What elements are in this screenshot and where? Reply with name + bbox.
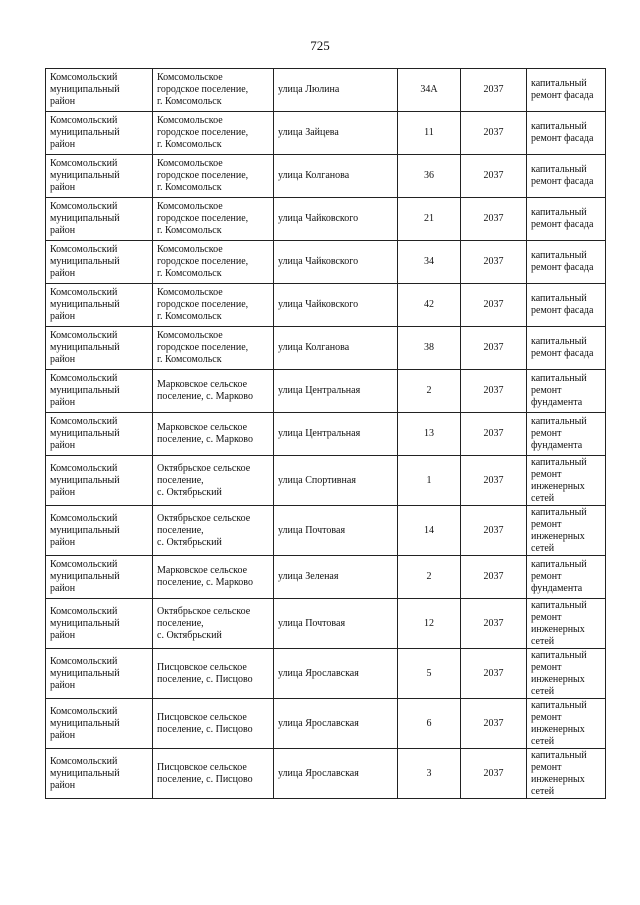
street-text: улица Зеленая [278,571,339,582]
year-cell [461,506,527,556]
street-cell [274,413,398,456]
work-type-cell [527,327,606,370]
district-text: Комсомольский муниципальный район [50,512,120,548]
work-type-cell [527,699,606,749]
table-row [46,556,606,599]
table-row [46,155,606,198]
district-text: Комсомольский муниципальный район [50,72,120,107]
house-number-cell [398,413,461,456]
table-row [46,241,606,284]
house-number-cell [398,112,461,155]
year-text: 2037 [483,524,504,536]
work-type-cell [527,198,606,241]
street-text: улица Колганова [278,342,350,353]
district-text: Комсомольский муниципальный район [50,330,120,365]
street-cell [274,749,398,799]
work-type-text: капитальный ремонт фасада [531,336,594,359]
work-type-cell [527,456,606,506]
district-text: Комсомольский муниципальный район [50,655,120,691]
settlement-text: Комсомольское городское поселение, г. Комсомольск [157,201,249,236]
district-cell [46,198,153,241]
year-cell [461,556,527,599]
year-text: 2037 [483,767,504,779]
settlement-text: Писцовское сельское поселение, с. Писцово [157,761,253,785]
district-cell [46,699,153,749]
street-text: улица Чайковского [278,299,359,310]
settlement-cell [153,112,274,155]
street-cell [274,284,398,327]
district-cell [46,506,153,556]
house-number-cell [398,370,461,413]
street-text: улица Чайковского [278,213,359,224]
street-cell [274,370,398,413]
house-number-cell [398,69,461,112]
district-cell [46,241,153,284]
district-cell [46,456,153,506]
street-text: улица Центральная [278,385,361,396]
settlement-text: Комсомольское городское поселение, г. Комсомольск [157,287,249,322]
settlement-text: Марковское сельское поселение, с. Марково [157,565,253,588]
house-number-cell [398,155,461,198]
year-text: 2037 [483,256,504,267]
street-cell [274,112,398,155]
district-cell [46,599,153,649]
year-text: 2037 [483,667,504,679]
year-cell [461,284,527,327]
district-text: Комсомольский муниципальный район [50,705,120,741]
street-text: улица Спортивная [278,474,356,486]
settlement-text: Октябрьское сельское поселение, с. Октябрьский [157,605,251,641]
year-text: 2037 [483,385,504,396]
district-text: Комсомольский муниципальный район [50,373,120,408]
settlement-cell [153,749,274,799]
work-type-text: капитальный ремонт фундамента [531,373,587,408]
street-text: улица Чайковского [278,256,359,267]
house-number-cell [398,327,461,370]
settlement-cell [153,413,274,456]
year-text: 2037 [483,342,504,353]
district-cell [46,556,153,599]
settlement-cell [153,699,274,749]
work-type-cell [527,241,606,284]
street-text: улица Ярославская [278,767,359,779]
district-text: Комсомольский муниципальный район [50,605,120,641]
work-type-text: капитальный ремонт инженерных сетей [531,456,587,504]
year-cell [461,370,527,413]
street-cell [274,327,398,370]
settlement-text: Комсомольское городское поселение, г. Комсомольск [157,72,249,107]
street-text: улица Почтовая [278,617,346,629]
work-type-cell [527,69,606,112]
house-number-cell [398,241,461,284]
street-cell [274,241,398,284]
work-type-text: капитальный ремонт инженерных сетей [531,749,587,797]
settlement-cell [153,284,274,327]
house-number-text: 2 [426,571,432,582]
settlement-cell [153,649,274,699]
settlement-text: Комсомольское городское поселение, г. Комсомольск [157,115,249,150]
district-cell [46,112,153,155]
work-type-cell [527,506,606,556]
house-number-cell [398,556,461,599]
street-text: улица Ярославская [278,667,359,679]
settlement-cell [153,456,274,506]
district-cell [46,155,153,198]
house-number-text: 21 [424,213,434,224]
work-type-cell [527,370,606,413]
year-text: 2037 [483,299,504,310]
year-text: 2037 [483,617,504,629]
street-text: улица Зайцева [278,127,339,138]
street-cell [274,649,398,699]
table-row [46,284,606,327]
house-number-text: 5 [426,667,432,679]
year-text: 2037 [483,84,504,95]
house-number-cell [398,649,461,699]
settlement-cell [153,599,274,649]
table-row [46,649,606,699]
district-text: Комсомольский муниципальный район [50,287,120,322]
district-text: Комсомольский муниципальный район [50,462,120,498]
house-number-text: 11 [424,127,434,138]
table-row [46,456,606,506]
district-text: Комсомольский муниципальный район [50,755,120,791]
work-type-cell [527,599,606,649]
settlement-cell [153,327,274,370]
settlement-cell [153,556,274,599]
house-number-text: 12 [424,617,434,629]
year-text: 2037 [483,474,504,486]
district-text: Комсомольский муниципальный район [50,115,120,150]
table-row [46,112,606,155]
district-cell [46,649,153,699]
settlement-cell [153,155,274,198]
street-cell [274,69,398,112]
street-text: улица Колганова [278,170,350,181]
year-cell [461,198,527,241]
work-type-cell [527,112,606,155]
district-text: Комсомольский муниципальный район [50,158,120,193]
settlement-text: Марковское сельское поселение, с. Марково [157,422,253,445]
street-text: улица Люлина [278,84,340,95]
house-number-text: 36 [424,170,434,181]
house-number-text: 1 [426,474,432,486]
settlement-text: Октябрьское сельское поселение, с. Октябрьский [157,512,251,548]
year-text: 2037 [483,717,504,729]
year-cell [461,749,527,799]
house-number-cell [398,506,461,556]
settlement-text: Марковское сельское поселение, с. Марково [157,379,253,402]
street-cell [274,599,398,649]
work-type-text: капитальный ремонт фасада [531,293,594,316]
table-row [46,69,606,112]
work-type-cell [527,749,606,799]
work-type-text: капитальный ремонт фасада [531,121,594,144]
work-type-cell [527,413,606,456]
house-number-cell [398,699,461,749]
house-number-text: 13 [424,428,434,439]
settlement-text: Писцовское сельское поселение, с. Писцово [157,711,253,735]
work-type-cell [527,155,606,198]
page-number: 725 [310,38,330,53]
work-type-text: капитальный ремонт инженерных сетей [531,649,587,697]
year-cell [461,699,527,749]
street-cell [274,699,398,749]
year-cell [461,413,527,456]
district-text: Комсомольский муниципальный район [50,201,120,236]
house-number-text: 3 [426,767,432,779]
year-cell [461,649,527,699]
street-text: улица Ярославская [278,717,359,729]
district-text: Комсомольский муниципальный район [50,416,120,451]
street-cell [274,456,398,506]
house-number-text: 34 [424,256,434,267]
year-cell [461,155,527,198]
district-cell [46,370,153,413]
settlement-cell [153,506,274,556]
work-type-text: капитальный ремонт фундамента [531,559,587,594]
table-row [46,198,606,241]
house-number-cell [398,599,461,649]
settlement-cell [153,241,274,284]
district-cell [46,413,153,456]
repair-schedule-table [45,68,606,799]
house-number-text: 14 [424,524,434,536]
year-cell [461,599,527,649]
settlement-cell [153,370,274,413]
year-text: 2037 [483,571,504,582]
house-number-text: 6 [426,717,432,729]
year-cell [461,241,527,284]
street-text: улица Центральная [278,428,361,439]
house-number-text: 38 [424,342,434,353]
work-type-text: капитальный ремонт инженерных сетей [531,699,587,747]
year-cell [461,456,527,506]
house-number-text: 34А [420,84,438,95]
work-type-cell [527,649,606,699]
work-type-cell [527,556,606,599]
work-type-text: капитальный ремонт фасада [531,207,594,230]
work-type-text: капитальный ремонт инженерных сетей [531,506,587,554]
house-number-text: 42 [424,299,434,310]
work-type-text: капитальный ремонт фасада [531,164,594,187]
table-row [46,699,606,749]
year-text: 2037 [483,170,504,181]
work-type-text: капитальный ремонт фундамента [531,416,587,451]
work-type-text: капитальный ремонт фасада [531,78,594,101]
house-number-text: 2 [426,385,432,396]
year-text: 2037 [483,127,504,138]
table-row [46,327,606,370]
street-cell [274,155,398,198]
year-cell [461,112,527,155]
district-cell [46,749,153,799]
table-row [46,749,606,799]
house-number-cell [398,284,461,327]
district-cell [46,284,153,327]
settlement-text: Октябрьское сельское поселение, с. Октябрьский [157,462,251,498]
work-type-text: капитальный ремонт инженерных сетей [531,599,587,647]
work-type-cell [527,284,606,327]
settlement-text: Комсомольское городское поселение, г. Комсомольск [157,330,249,365]
year-text: 2037 [483,428,504,439]
table-row [46,599,606,649]
year-text: 2037 [483,213,504,224]
work-type-text: капитальный ремонт фасада [531,250,594,273]
house-number-cell [398,198,461,241]
district-cell [46,69,153,112]
district-text: Комсомольский муниципальный район [50,559,120,594]
settlement-cell [153,69,274,112]
settlement-cell [153,198,274,241]
house-number-cell [398,749,461,799]
year-cell [461,327,527,370]
settlement-text: Комсомольское городское поселение, г. Комсомольск [157,244,249,279]
settlement-text: Комсомольское городское поселение, г. Комсомольск [157,158,249,193]
table-row [46,370,606,413]
street-text: улица Почтовая [278,524,346,536]
street-cell [274,506,398,556]
district-text: Комсомольский муниципальный район [50,244,120,279]
table-row [46,506,606,556]
table-row [46,413,606,456]
district-cell [46,327,153,370]
street-cell [274,198,398,241]
street-cell [274,556,398,599]
house-number-cell [398,456,461,506]
settlement-text: Писцовское сельское поселение, с. Писцово [157,661,253,685]
year-cell [461,69,527,112]
